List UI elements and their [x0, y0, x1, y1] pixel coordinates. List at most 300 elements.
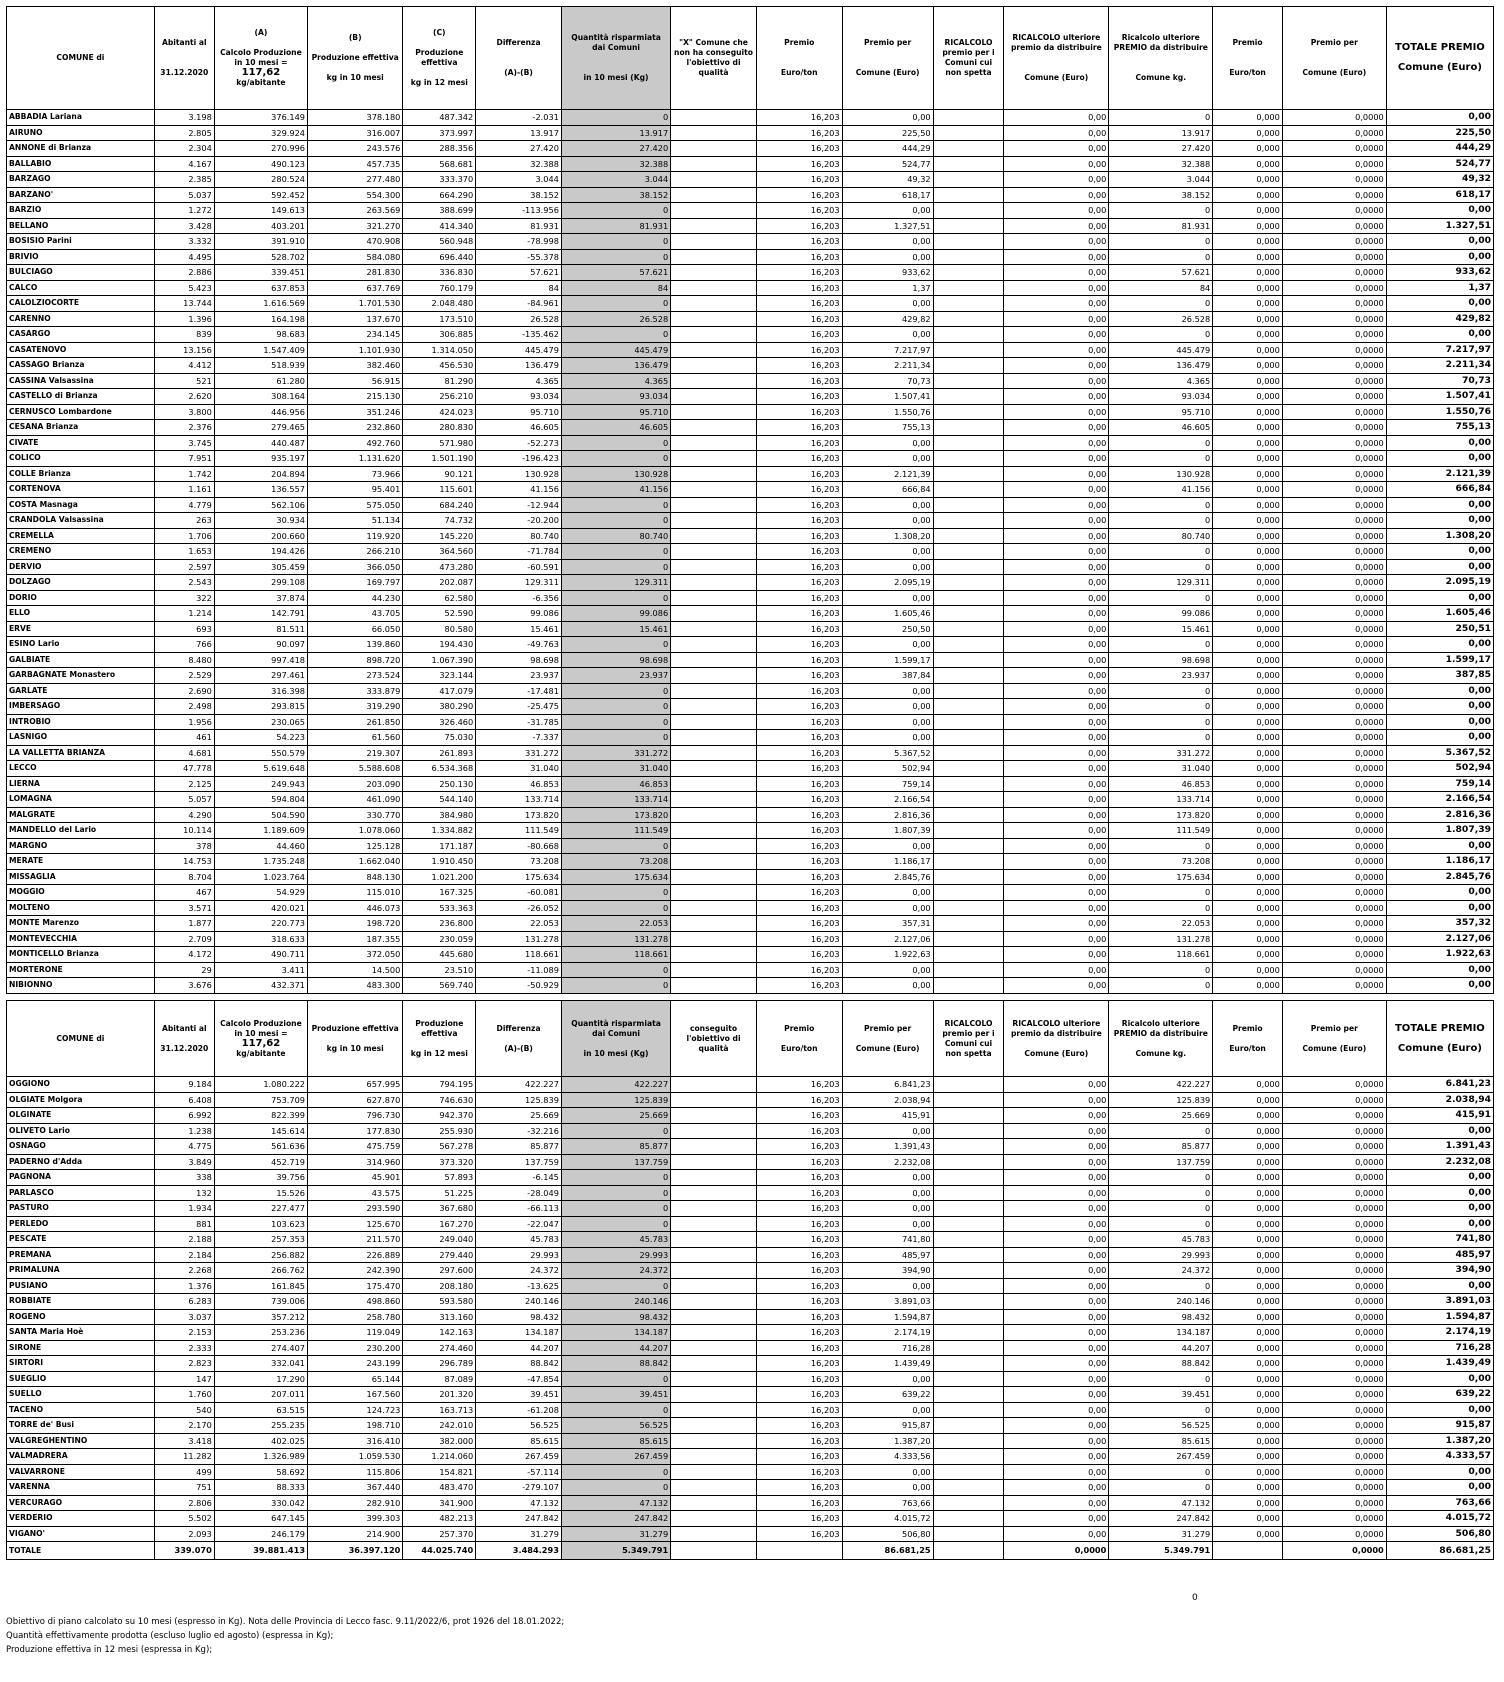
- value-cell: 1,37: [1386, 280, 1493, 296]
- value-cell: 90.121: [403, 466, 476, 482]
- totals-cell: 0,0000: [1282, 1542, 1386, 1560]
- value-cell: 0,00: [1004, 389, 1109, 405]
- value-cell: [671, 621, 757, 637]
- value-cell: 119.049: [308, 1325, 403, 1341]
- value-cell: [933, 807, 1004, 823]
- value-cell: 0,00: [842, 249, 933, 265]
- value-cell: 490.123: [214, 156, 307, 172]
- value-cell: 696.440: [403, 249, 476, 265]
- header-col-a-2: Calcolo Produzione in 10 mesi = 117,62 kg/abitante: [214, 1001, 307, 1077]
- value-cell: 81.931: [1109, 218, 1213, 234]
- comune-name-cell: NIBIONNO: [7, 978, 155, 994]
- value-cell: 32.388: [1109, 156, 1213, 172]
- comune-name-cell: ESINO Lario: [7, 637, 155, 653]
- value-cell: [933, 1526, 1004, 1542]
- comune-name-cell: COLICO: [7, 451, 155, 467]
- value-cell: 0,0000: [1282, 854, 1386, 870]
- value-cell: 133.714: [476, 792, 562, 808]
- value-cell: 0,00: [1004, 714, 1109, 730]
- value-cell: [933, 1418, 1004, 1434]
- value-cell: 1.376: [154, 1278, 214, 1294]
- value-cell: 44.207: [1109, 1340, 1213, 1356]
- value-cell: [933, 420, 1004, 436]
- value-cell: [933, 854, 1004, 870]
- value-cell: 0,00: [842, 730, 933, 746]
- value-cell: 173.510: [403, 311, 476, 327]
- value-cell: 0: [561, 203, 670, 219]
- value-cell: 3.418: [154, 1433, 214, 1449]
- value-cell: 0,000: [1213, 1154, 1283, 1170]
- value-cell: 99.086: [1109, 606, 1213, 622]
- value-cell: 93.034: [1109, 389, 1213, 405]
- value-cell: 5.037: [154, 187, 214, 203]
- value-cell: [671, 916, 757, 932]
- value-cell: 314.960: [308, 1154, 403, 1170]
- value-cell: 81.511: [214, 621, 307, 637]
- value-cell: 0,00: [1004, 280, 1109, 296]
- value-cell: 0: [561, 1464, 670, 1480]
- value-cell: 554.300: [308, 187, 403, 203]
- value-cell: 1.599,17: [1386, 652, 1493, 668]
- value-cell: 22.053: [476, 916, 562, 932]
- value-cell: 43.705: [308, 606, 403, 622]
- value-cell: 16,203: [756, 621, 842, 637]
- totals-cell: 36.397.120: [308, 1542, 403, 1560]
- value-cell: 0: [1109, 838, 1213, 854]
- value-cell: 16,203: [756, 1402, 842, 1418]
- value-cell: 1.080.222: [214, 1077, 307, 1093]
- value-cell: 429,82: [1386, 311, 1493, 327]
- value-cell: [933, 745, 1004, 761]
- value-cell: 136.479: [1109, 358, 1213, 374]
- value-cell: 41.156: [561, 482, 670, 498]
- value-cell: 16,203: [756, 296, 842, 312]
- value-cell: -2.031: [476, 110, 562, 126]
- value-cell: 29.993: [1109, 1247, 1213, 1263]
- comune-name-cell: GARBAGNATE Monastero: [7, 668, 155, 684]
- value-cell: 39.451: [1109, 1387, 1213, 1403]
- value-cell: 84: [476, 280, 562, 296]
- value-cell: 169.797: [308, 575, 403, 591]
- value-cell: 134.187: [1109, 1325, 1213, 1341]
- value-cell: 1.594,87: [1386, 1309, 1493, 1325]
- value-cell: 0,0000: [1282, 1340, 1386, 1356]
- value-cell: 4.412: [154, 358, 214, 374]
- value-cell: 29.993: [476, 1247, 562, 1263]
- value-cell: 3.044: [1109, 172, 1213, 188]
- table-row: [7, 141, 1494, 157]
- value-cell: 0,000: [1213, 745, 1283, 761]
- value-cell: 99.086: [561, 606, 670, 622]
- value-cell: 0,00: [1004, 590, 1109, 606]
- value-cell: 0,0000: [1282, 1511, 1386, 1527]
- value-cell: 0: [561, 885, 670, 901]
- value-cell: 0,00: [1386, 1201, 1493, 1217]
- value-cell: [933, 311, 1004, 327]
- value-cell: [933, 590, 1004, 606]
- table-row: [7, 1216, 1494, 1232]
- value-cell: 0: [561, 962, 670, 978]
- value-cell: 524,77: [1386, 156, 1493, 172]
- value-cell: 0: [561, 559, 670, 575]
- value-cell: 0,000: [1213, 823, 1283, 839]
- table-row: [7, 1526, 1494, 1542]
- value-cell: 0: [561, 1170, 670, 1186]
- value-cell: 1.308,20: [842, 528, 933, 544]
- value-cell: 16,203: [756, 1387, 842, 1403]
- value-cell: 4.779: [154, 497, 214, 513]
- table-row: [7, 404, 1494, 420]
- value-cell: 16,203: [756, 1309, 842, 1325]
- value-cell: 255.930: [403, 1123, 476, 1139]
- value-cell: 0,00: [842, 234, 933, 250]
- value-cell: [933, 358, 1004, 374]
- value-cell: [933, 156, 1004, 172]
- table-row: [7, 1154, 1494, 1170]
- value-cell: 0,00: [1386, 885, 1493, 901]
- value-cell: 16,203: [756, 1108, 842, 1124]
- value-cell: 0,0000: [1282, 1123, 1386, 1139]
- value-cell: 4.290: [154, 807, 214, 823]
- value-cell: [933, 699, 1004, 715]
- value-cell: [671, 1185, 757, 1201]
- value-cell: 0,00: [1004, 1480, 1109, 1496]
- value-cell: 0,0000: [1282, 358, 1386, 374]
- value-cell: [671, 110, 757, 126]
- value-cell: 16,203: [756, 885, 842, 901]
- value-cell: 39.451: [476, 1387, 562, 1403]
- value-cell: 41.156: [1109, 482, 1213, 498]
- value-cell: [671, 327, 757, 343]
- value-cell: 388.699: [403, 203, 476, 219]
- value-cell: 0,000: [1213, 714, 1283, 730]
- value-cell: 567.278: [403, 1139, 476, 1155]
- value-cell: [933, 1154, 1004, 1170]
- value-cell: 25.669: [476, 1108, 562, 1124]
- value-cell: [933, 1185, 1004, 1201]
- value-cell: 1.078.060: [308, 823, 403, 839]
- totals-cell: 339.070: [154, 1542, 214, 1560]
- value-cell: 0: [561, 110, 670, 126]
- value-cell: 43.575: [308, 1185, 403, 1201]
- value-cell: 0: [1109, 1402, 1213, 1418]
- table-row: [7, 683, 1494, 699]
- value-cell: 16,203: [756, 637, 842, 653]
- table-row: [7, 1356, 1494, 1372]
- value-cell: 17.290: [214, 1371, 307, 1387]
- value-cell: 0,00: [1004, 373, 1109, 389]
- value-cell: 618,17: [842, 187, 933, 203]
- value-cell: 0,000: [1213, 1309, 1283, 1325]
- comune-name-cell: INTROBIO: [7, 714, 155, 730]
- value-cell: 0,0000: [1282, 621, 1386, 637]
- value-cell: [933, 1511, 1004, 1527]
- value-cell: [671, 1526, 757, 1542]
- table-row: [7, 451, 1494, 467]
- value-cell: 85.615: [1109, 1433, 1213, 1449]
- value-cell: [671, 420, 757, 436]
- value-cell: 247.842: [561, 1511, 670, 1527]
- value-cell: 73.208: [561, 854, 670, 870]
- value-cell: 16,203: [756, 1201, 842, 1217]
- value-cell: 16,203: [756, 931, 842, 947]
- value-cell: 440.487: [214, 435, 307, 451]
- value-cell: [933, 1480, 1004, 1496]
- value-cell: [671, 947, 757, 963]
- value-cell: 415,91: [842, 1108, 933, 1124]
- comune-name-cell: CASARGO: [7, 327, 155, 343]
- value-cell: [933, 652, 1004, 668]
- value-cell: 23.937: [1109, 668, 1213, 684]
- value-cell: 16,203: [756, 435, 842, 451]
- value-cell: 444,29: [1386, 141, 1493, 157]
- value-cell: 0,000: [1213, 249, 1283, 265]
- value-cell: 16,203: [756, 606, 842, 622]
- value-cell: 267.459: [1109, 1449, 1213, 1465]
- value-cell: 3.044: [476, 172, 562, 188]
- value-cell: 98.432: [561, 1309, 670, 1325]
- value-cell: 81.931: [561, 218, 670, 234]
- value-cell: 0,0000: [1282, 1495, 1386, 1511]
- value-cell: 16,203: [756, 962, 842, 978]
- value-cell: 225,50: [1386, 125, 1493, 141]
- value-cell: [671, 296, 757, 312]
- comune-name-cell: VARENNA: [7, 1480, 155, 1496]
- value-cell: 0,00: [1004, 156, 1109, 172]
- value-cell: 163.713: [403, 1402, 476, 1418]
- value-cell: 0: [1109, 249, 1213, 265]
- value-cell: 0,0000: [1282, 203, 1386, 219]
- comune-name-cell: COLLE Brianza: [7, 466, 155, 482]
- value-cell: [933, 1170, 1004, 1186]
- value-cell: 130.928: [561, 466, 670, 482]
- value-cell: 0,0000: [1282, 265, 1386, 281]
- value-cell: 46.853: [561, 776, 670, 792]
- value-cell: 13.917: [476, 125, 562, 141]
- value-cell: 85.615: [561, 1433, 670, 1449]
- value-cell: 1.922,63: [1386, 947, 1493, 963]
- value-cell: 2.048.480: [403, 296, 476, 312]
- value-cell: [671, 1201, 757, 1217]
- value-cell: 44.207: [561, 1340, 670, 1356]
- value-cell: 0,000: [1213, 203, 1283, 219]
- value-cell: 13.917: [561, 125, 670, 141]
- header-x-comune-2: conseguito l'obiettivo di qualità: [671, 1001, 757, 1077]
- value-cell: 0: [1109, 110, 1213, 126]
- value-cell: 263: [154, 513, 214, 529]
- value-cell: 2.886: [154, 265, 214, 281]
- table-row: [7, 342, 1494, 358]
- value-cell: 164.198: [214, 311, 307, 327]
- value-cell: 0,00: [842, 327, 933, 343]
- value-cell: 16,203: [756, 420, 842, 436]
- value-cell: 16,203: [756, 823, 842, 839]
- value-cell: 2.709: [154, 931, 214, 947]
- value-cell: [671, 1371, 757, 1387]
- value-cell: 657.995: [308, 1077, 403, 1093]
- value-cell: 0,0000: [1282, 962, 1386, 978]
- value-cell: 1.059.530: [308, 1449, 403, 1465]
- value-cell: 2.232,08: [1386, 1154, 1493, 1170]
- comune-name-cell: PADERNO d'Adda: [7, 1154, 155, 1170]
- value-cell: 0,0000: [1282, 156, 1386, 172]
- value-cell: 0,00: [1386, 683, 1493, 699]
- value-cell: 214.900: [308, 1526, 403, 1542]
- value-cell: 422.227: [476, 1077, 562, 1093]
- value-cell: [933, 916, 1004, 932]
- value-cell: 0,00: [1004, 683, 1109, 699]
- value-cell: [933, 513, 1004, 529]
- value-cell: 256.882: [214, 1247, 307, 1263]
- value-cell: 57.621: [1109, 265, 1213, 281]
- value-cell: 44.460: [214, 838, 307, 854]
- value-cell: 1.877: [154, 916, 214, 932]
- value-cell: 0,00: [1004, 575, 1109, 591]
- comune-name-cell: BULCIAGO: [7, 265, 155, 281]
- header-x-comune: "X" Comune che non ha conseguito l'obiettivo di qualità: [671, 7, 757, 110]
- value-cell: 0: [1109, 234, 1213, 250]
- value-cell: 839: [154, 327, 214, 343]
- value-cell: 250,51: [1386, 621, 1493, 637]
- value-cell: 0,00: [1004, 1154, 1109, 1170]
- value-cell: -20.200: [476, 513, 562, 529]
- value-cell: 0,0000: [1282, 1154, 1386, 1170]
- value-cell: 16,203: [756, 807, 842, 823]
- value-cell: 540: [154, 1402, 214, 1418]
- table-row: [7, 296, 1494, 312]
- value-cell: 27.420: [1109, 141, 1213, 157]
- value-cell: 452.719: [214, 1154, 307, 1170]
- value-cell: 0,000: [1213, 854, 1283, 870]
- value-cell: 16,203: [756, 404, 842, 420]
- value-cell: 639,22: [842, 1387, 933, 1403]
- value-cell: [671, 714, 757, 730]
- value-cell: 16,203: [756, 838, 842, 854]
- value-cell: 367.680: [403, 1201, 476, 1217]
- table-row: [7, 389, 1494, 405]
- value-cell: [671, 869, 757, 885]
- table-row: [7, 156, 1494, 172]
- value-cell: 204.894: [214, 466, 307, 482]
- value-cell: 88.842: [1109, 1356, 1213, 1372]
- value-cell: 54.223: [214, 730, 307, 746]
- value-cell: 3.676: [154, 978, 214, 994]
- value-cell: 0,000: [1213, 916, 1283, 932]
- value-cell: 0,000: [1213, 621, 1283, 637]
- value-cell: 0,00: [1386, 1123, 1493, 1139]
- comune-name-cell: MALGRATE: [7, 807, 155, 823]
- value-cell: 0,0000: [1282, 544, 1386, 560]
- table-row: [7, 637, 1494, 653]
- value-cell: 22.053: [561, 916, 670, 932]
- value-cell: 16,203: [756, 761, 842, 777]
- value-cell: 56.525: [1109, 1418, 1213, 1434]
- value-cell: -47.854: [476, 1371, 562, 1387]
- value-cell: 445.479: [1109, 342, 1213, 358]
- header-ricalcolo-kg-b: Ricalcolo ulteriore PREMIO da distribuire Comune kg.: [1109, 1001, 1213, 1077]
- comune-name-cell: OLIVETO Lario: [7, 1123, 155, 1139]
- value-cell: 27.420: [561, 141, 670, 157]
- value-cell: 2.376: [154, 420, 214, 436]
- value-cell: 357,31: [842, 916, 933, 932]
- value-cell: 0,00: [1386, 1278, 1493, 1294]
- value-cell: 3.800: [154, 404, 214, 420]
- value-cell: 125.670: [308, 1216, 403, 1232]
- value-cell: 0,00: [1004, 311, 1109, 327]
- value-cell: 16,203: [756, 1139, 842, 1155]
- value-cell: [933, 327, 1004, 343]
- value-cell: 194.430: [403, 637, 476, 653]
- value-cell: [933, 482, 1004, 498]
- value-cell: 24.372: [1109, 1263, 1213, 1279]
- value-cell: 2.188: [154, 1232, 214, 1248]
- value-cell: [933, 1449, 1004, 1465]
- value-cell: 1.238: [154, 1123, 214, 1139]
- value-cell: 3.044: [561, 172, 670, 188]
- value-cell: [671, 559, 757, 575]
- value-cell: [933, 497, 1004, 513]
- value-cell: 387,84: [842, 668, 933, 684]
- value-cell: [671, 1232, 757, 1248]
- value-cell: -113.956: [476, 203, 562, 219]
- value-cell: -13.625: [476, 1278, 562, 1294]
- value-cell: 402.025: [214, 1433, 307, 1449]
- value-cell: 0,000: [1213, 544, 1283, 560]
- value-cell: 173.820: [476, 807, 562, 823]
- table-row: [7, 792, 1494, 808]
- value-cell: 2.816,36: [842, 807, 933, 823]
- value-cell: [671, 683, 757, 699]
- table-row: [7, 931, 1494, 947]
- table-row: [7, 482, 1494, 498]
- value-cell: 664.290: [403, 187, 476, 203]
- value-cell: [933, 249, 1004, 265]
- value-cell: 0,00: [842, 110, 933, 126]
- value-cell: 0,00: [1386, 1170, 1493, 1186]
- table-row: [7, 761, 1494, 777]
- value-cell: 125.839: [476, 1092, 562, 1108]
- value-cell: [933, 528, 1004, 544]
- value-cell: 111.549: [561, 823, 670, 839]
- value-cell: 0: [1109, 1480, 1213, 1496]
- value-cell: 331.272: [476, 745, 562, 761]
- value-cell: 46.605: [561, 420, 670, 436]
- value-cell: 357,32: [1386, 916, 1493, 932]
- value-cell: 0,000: [1213, 776, 1283, 792]
- value-cell: [671, 482, 757, 498]
- comune-name-cell: ROGENO: [7, 1309, 155, 1325]
- value-cell: 2.529: [154, 668, 214, 684]
- value-cell: 0,000: [1213, 280, 1283, 296]
- value-cell: 131.278: [476, 931, 562, 947]
- value-cell: 0,00: [842, 978, 933, 994]
- value-cell: 0,000: [1213, 1294, 1283, 1310]
- value-cell: 0,00: [1386, 544, 1493, 560]
- value-cell: [671, 699, 757, 715]
- value-cell: 0,00: [1004, 1511, 1109, 1527]
- value-cell: 6.841,23: [1386, 1077, 1493, 1093]
- comune-name-cell: ROBBIATE: [7, 1294, 155, 1310]
- comune-name-cell: CIVATE: [7, 435, 155, 451]
- value-cell: [671, 249, 757, 265]
- value-cell: 0,00: [1386, 327, 1493, 343]
- value-cell: 0,000: [1213, 590, 1283, 606]
- table-row: [7, 1294, 1494, 1310]
- value-cell: 2.845,76: [1386, 869, 1493, 885]
- value-cell: [671, 172, 757, 188]
- value-cell: 2.174,19: [1386, 1325, 1493, 1341]
- value-cell: 422.227: [561, 1077, 670, 1093]
